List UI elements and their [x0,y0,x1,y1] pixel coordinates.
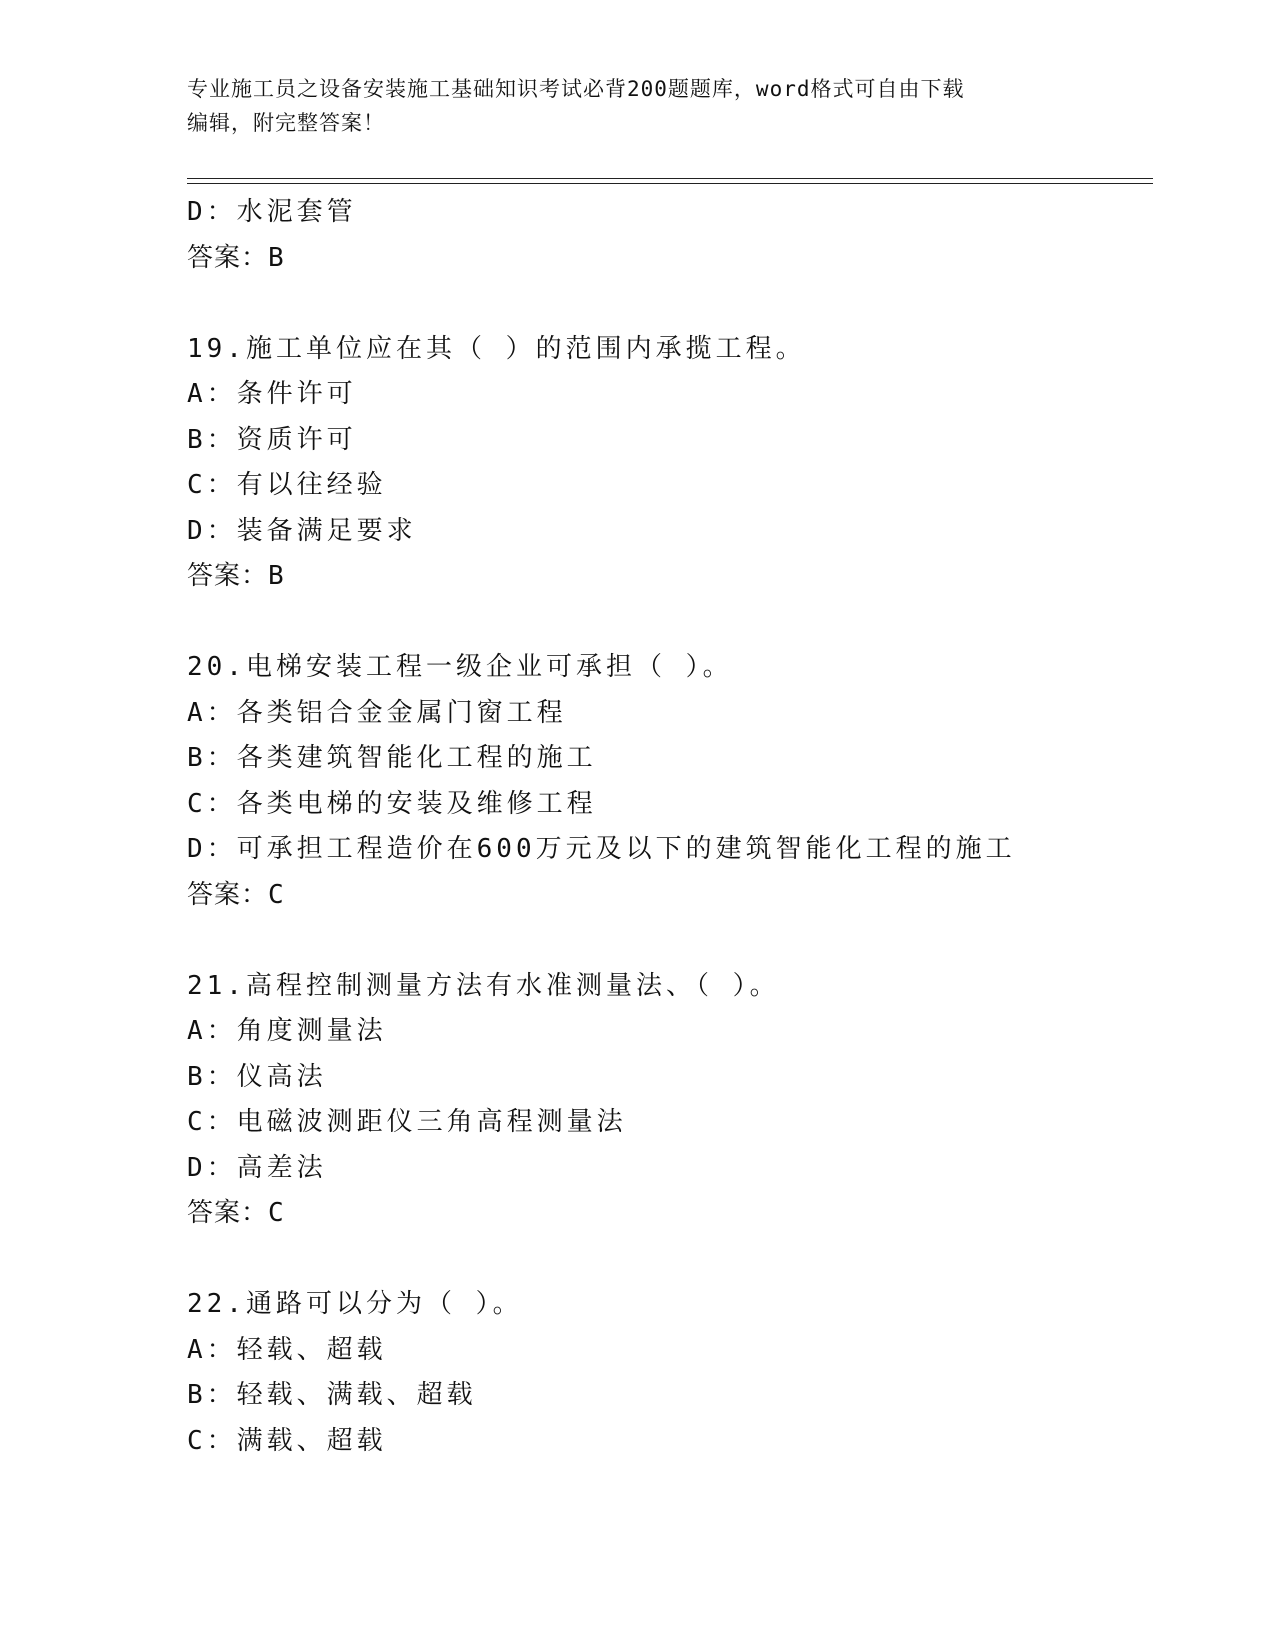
option-c: C：满载、超载 [187,1425,387,1456]
option-b: B：各类建筑智能化工程的施工 [187,743,597,773]
option-a: A：条件许可 [187,379,357,409]
option-a: A：角度测量法 [187,1016,387,1046]
answer-value: C [268,1198,284,1228]
answer-line [187,1191,1153,1237]
answer-line [187,236,1153,282]
spacer [187,281,1153,327]
answer-line [187,554,1153,600]
option-d: D：水泥套管 [187,197,357,227]
question-stem: 19.施工单位应在其（ ）的范围内承揽工程。 [187,333,806,364]
option-c: C：电磁波测距仪三角高程测量法 [187,1107,627,1137]
header-divider-bottom [187,183,1153,184]
header-divider-top [187,178,1153,179]
answer-label: 答案： [187,242,269,273]
option-b: B：轻载、满载、超载 [187,1380,477,1410]
question-stem: 22.通路可以分为（ ）。 [187,1289,523,1319]
header-line-2: 编辑，附完整答案！ [187,111,385,135]
option-d: D：装备满足要求 [187,515,417,546]
question-21 [187,964,1153,1237]
option-a: A：各类铝合金金属门窗工程 [187,697,567,728]
option-c: C：各类电梯的安装及维修工程 [187,788,597,819]
spacer [187,600,1153,646]
answer-value: C [268,879,284,910]
option-c: C：有以往经验 [187,470,387,500]
document-header [187,72,1087,140]
option-d: D：可承担工程造价在600万元及以下的建筑智能化工程的施工 [187,834,1016,864]
answer-line [187,873,1153,919]
question-list [187,190,1153,1464]
question-20 [187,645,1153,918]
answer-value: B [268,561,284,591]
option-a: A：轻载、超载 [187,1334,387,1365]
answer-label: 答案： [187,879,269,910]
question-22 [187,1282,1153,1464]
question-stem: 20.电梯安装工程一级企业可承担（ ）。 [187,652,733,682]
answer-label: 答案： [187,1198,269,1228]
answer-value: B [268,242,284,273]
spacer [187,918,1153,964]
answer-label: 答案： [187,561,269,591]
option-d: D：高差法 [187,1152,327,1183]
option-b: B：资质许可 [187,424,357,455]
spacer [187,1237,1153,1283]
option-b: B：仪高法 [187,1061,327,1092]
header-line-1: 专业施工员之设备安装施工基础知识考试必背200题题库，word格式可自由下载 [187,77,965,101]
question-19 [187,327,1153,600]
question-stem: 21.高程控制测量方法有水准测量法、（ ）。 [187,970,780,1001]
